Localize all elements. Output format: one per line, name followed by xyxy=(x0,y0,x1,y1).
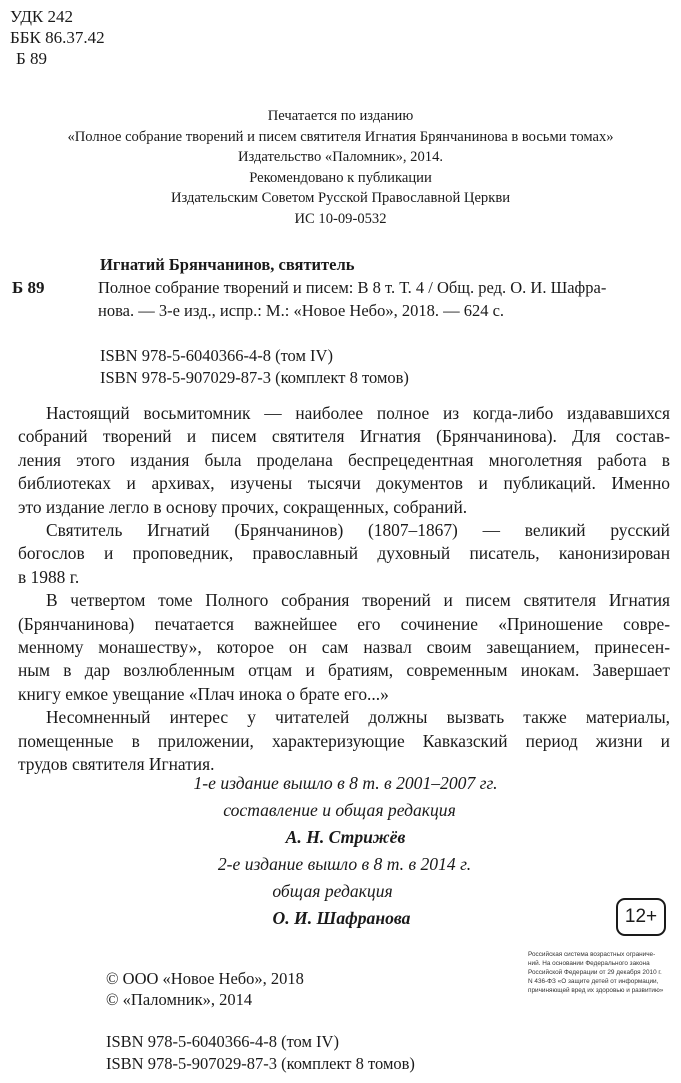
copyright-line: © ООО «Новое Небо», 2018 xyxy=(106,969,304,988)
copyright-line: © «Паломник», 2014 xyxy=(106,990,253,1009)
annotation-line: в 1988 г. xyxy=(18,566,80,587)
annotation-paragraph-4 xyxy=(18,706,670,776)
annotation-line: собраний творений и писем святителя Игнатия (Брянчанинова). Для состав- xyxy=(18,426,670,447)
bbk-code: ББК 86.37.42 xyxy=(10,28,105,47)
isbn-volume: ISBN 978-5-6040366-4-8 (том IV) xyxy=(106,1032,339,1051)
entry-cutter: Б 89 xyxy=(12,278,45,297)
publication-note-line: Издательство «Паломник», 2014. xyxy=(237,149,444,166)
age-note-line: ний. На основании Федерального закона xyxy=(528,960,650,967)
second-edition-role: общая редакция xyxy=(272,881,393,901)
publication-note-line: ИС 10-09-0532 xyxy=(294,210,387,227)
classification-codes xyxy=(10,6,105,69)
age-note-line: N 436-ФЗ «О защите детей от информации, xyxy=(528,978,659,985)
age-note-line: Российская система возрастных ограниче- xyxy=(528,951,656,958)
isbn-set: ISBN 978-5-907029-87-3 (комплект 8 томов) xyxy=(100,368,409,387)
description-line: Полное собрание творений и писем: В 8 т. Т. 4 / Общ. ред. О. И. Шафра- xyxy=(98,278,607,297)
second-edition-note: 2-е издание вышло в 8 т. в 2014 г. xyxy=(217,854,472,874)
isbn-set: ISBN 978-5-907029-87-3 (комплект 8 томов) xyxy=(106,1054,415,1073)
annotation-line: трудов святителя Игнатия. xyxy=(18,754,215,775)
annotation-paragraph-2 xyxy=(18,519,670,589)
isbn-volume: ISBN 978-5-6040366-4-8 (том IV) xyxy=(100,346,333,365)
publication-note-line: «Полное собрание творений и писем святителя Игнатия Брянчанинова в восьми томах» xyxy=(67,128,614,145)
annotation-line: богослов и проповедник, православный духовный писатель, канонизирован xyxy=(18,543,670,564)
annotation-paragraph-3 xyxy=(18,589,670,706)
annotation-line: Настоящий восьмитомник — наиболее полное из когда-либо издававшихся xyxy=(46,403,670,423)
annotation-line: (Брянчанинова) печатается важнейшее его сочинение «Приношение совре- xyxy=(18,613,670,634)
age-note-line: Российской Федерации от 29 декабря 2010 г. xyxy=(528,969,662,976)
publication-note xyxy=(0,106,681,230)
annotation-line: Несомненный интерес у читателей должны вызвать также материалы, xyxy=(46,707,670,728)
annotation-line: помещенные в приложении, характеризующие Кавказский период жизни и xyxy=(18,730,670,751)
entry-description xyxy=(98,276,668,322)
first-edition-note: 1-е издание вышло в 8 т. в 2001–2007 гг. xyxy=(193,773,498,793)
publication-note-line: Рекомендовано к публикации xyxy=(249,169,432,186)
isbn-block-bottom xyxy=(106,1031,415,1075)
annotation-line: менному монашеству», которое он сам назвал своим завещанием, принесен- xyxy=(18,637,670,658)
annotation-line: Святитель Игнатий (Брянчанинов) (1807–1867) — великий русский xyxy=(46,520,670,541)
age-rating-note xyxy=(528,950,670,995)
first-edition-editor: А. Н. Стрижёв xyxy=(285,827,406,847)
publication-note-line: Печатается по изданию xyxy=(267,108,414,124)
description-line: нова. — 3-е изд., испр.: М.: «Новое Небо», 2018. — 624 с. xyxy=(98,301,505,320)
annotation-line: ным в дар возлюбленным отцам и братиям, современным инокам. Завершает xyxy=(18,660,670,681)
first-edition-role: составление и общая редакция xyxy=(223,800,456,820)
age-rating-badge: 12+ xyxy=(616,898,666,936)
publication-note-line: Издательским Советом Русской Православной Церкви xyxy=(170,190,511,207)
isbn-block-top xyxy=(100,345,409,389)
udk-code: УДК 242 xyxy=(10,7,74,26)
annotation-line: библиотеках и архивах, изучены тысячи документов и публикаций. Именно xyxy=(18,473,670,494)
age-note-line: причиняющей вред их здоровью и развитию» xyxy=(528,987,664,994)
entry-author: Игнатий Брянчанинов, святитель xyxy=(100,255,355,274)
annotation-line: В четвертом томе Полного собрания творений и писем святителя Игнатия xyxy=(46,590,670,611)
second-edition-editor: О. И. Шафранова xyxy=(272,908,411,928)
annotation xyxy=(18,402,670,777)
edition-credits xyxy=(0,770,681,932)
annotation-paragraph-1 xyxy=(18,402,670,519)
annotation-line: ления этого издания была проделана беспрецедентная многолетняя работа в xyxy=(18,449,670,470)
cutter-code: Б 89 xyxy=(16,49,48,68)
annotation-line: книгу емкое увещание «Плач инока о брате его...» xyxy=(18,683,389,704)
copyright-block xyxy=(106,968,304,1010)
annotation-line: это издание легло в основу прочих, сокращенных, собраний. xyxy=(18,496,468,517)
